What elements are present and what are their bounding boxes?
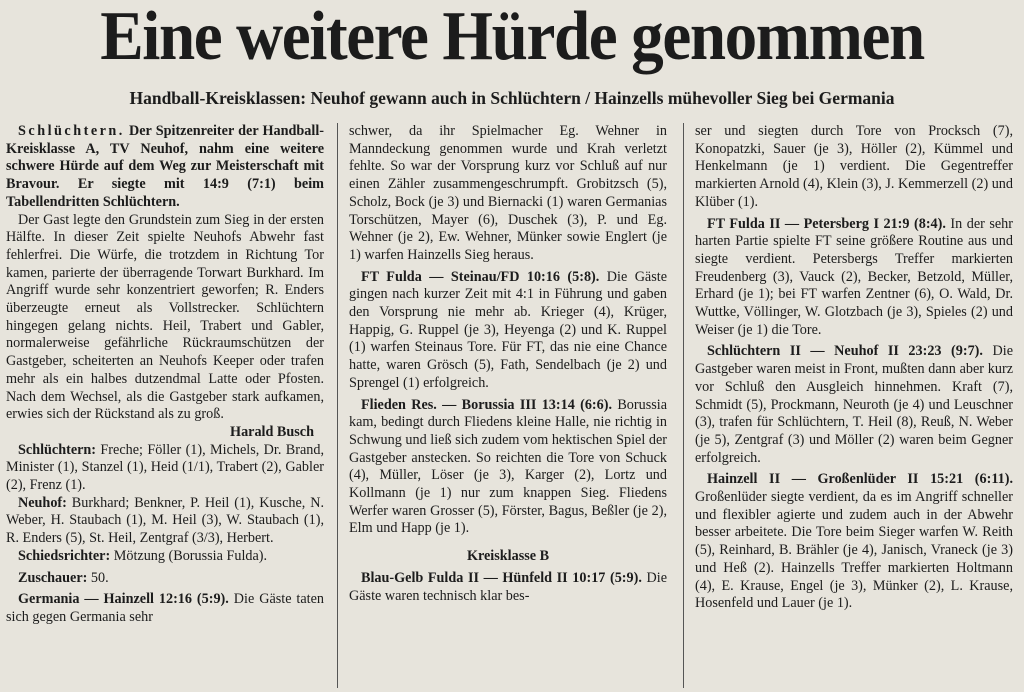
column-divider [683, 123, 684, 688]
body-paragraph: Der Gast legte den Grundstein zum Sieg in der ersten Hälfte. In dieser Zeit spielte Neuhofs Abwehr fast fehlerfrei. Die Würfe, die trotzdem in Richtung Tor kamen, parierte der überragende Torwart Burkhard. Im Angriff wurde sehr konzentriert geworfen; R. Enders überzeugte erneut als Vollstrecker. Schlüchtern hingegen gelang nichts. Heil, Trabert und Gabler, normalerweise gefährliche Rückraumschützen der Gastgeber, scheiterten an Neuhofs Keeper oder trafen mehr als ein halbes dutzendmal Latte oder Pfosten. Nach dem Wechsel, als die Gastgeber stark aufkamen, erwies sich der Rückstand als zu groß. [6, 211, 324, 423]
lead-text: Der Spitzenreiter der Handball-Kreisklasse A, TV Neuhof, nahm eine weitere schwere Hürde auf dem Weg zur Meisterschaft mit Bravour. Er siegte mit 14:9 (7:1) beim Tabellendritten Schlüchtern. [6, 123, 324, 210]
match-title: Schlüchtern II — Neuhof II 23:23 (9:7). [707, 343, 983, 360]
section-heading: Kreisklasse B [466, 548, 550, 565]
spectators-paragraph [6, 570, 324, 588]
match-text: Großenlüder siegte verdient, da es im Angriff schneller und flexibler agierte und zudem auch in der Abwehr besser arbeitete. Die Tore beim Sieger warfen W. Reith (5), Reinhard, B. Brähler (je 4), Janisch, Vraneck (je 3) und Heß (2). Hainzells Treffer markierten Holtmann (4), E. Krause, Engel (je 3), Münker (2), L. Krause, Hosenfeld und Lauer (je 1). [695, 489, 1013, 612]
column-divider [337, 123, 338, 688]
lineup-paragraph [6, 495, 324, 548]
match-title: Hainzell II — Großenlüder II 15:21 (6:11). [707, 471, 1013, 488]
match-text: Die Gäste taten sich gegen Germania sehr [6, 591, 325, 625]
team-label: Neuhof: [18, 494, 67, 511]
article-column-3 [695, 123, 1013, 613]
referee-paragraph [6, 548, 324, 566]
match-report [695, 343, 1013, 467]
match-title: Flieden Res. — Borussia III 13:14 (6:6). [361, 396, 613, 413]
team-lineup: Freche; Föller (1), Michels, Dr. Brand, Minister (1), Stanzel (1), Heid (1/1), Trabert (2), Gabler (2), Frenz (1). [6, 441, 324, 494]
lead-paragraph [6, 123, 324, 212]
match-title: Germania — Hainzell 12:16 (5:9). [18, 591, 229, 608]
match-text: Die Gäste waren technisch klar bes- [349, 569, 667, 604]
body-paragraph: ser und siegten durch Tore von Procksch (7), Konopatzki, Sauer (je 3), Höller (2), Kümmel und Henkelmann (je 1) verdient. Die Gegentreffer markierten Arnold (4), Klein (3), J. Kemmerzell (2) und Klüber (1). [695, 123, 1013, 210]
lineup-paragraph [6, 442, 324, 495]
referee-label: Schiedsrichter: [18, 547, 111, 564]
spectators-label: Zuschauer: [18, 569, 88, 586]
dateline: Schlüchtern. [18, 123, 125, 139]
referee-name: Mötzung (Borussia Fulda). [110, 547, 268, 564]
article-column-2 [349, 123, 667, 605]
author-signature: Harald Busch [230, 423, 314, 440]
match-title: FT Fulda — Steinau/FD 10:16 (5:8). [361, 268, 600, 285]
match-report [349, 570, 667, 605]
match-text: Borussia kam, bedingt durch Fliedens kleine Halle, nie richtig in Schwung und ließ sich zudem vom hektischen Spiel der Gastgeber anstecken. So reichten die Tore von Schuck (4), Müller, Löser (je 3), Karger (2), Lortz und Kollmann (je 1) nur zum knappen Sieg. Fliedens Werfer waren Grosser (5), Förster, Bagus, Beßler (je 2), Elm und Happ (je 1). [349, 396, 668, 537]
match-report [6, 591, 324, 626]
match-report [349, 269, 667, 393]
match-report [349, 397, 667, 539]
match-text: Die Gäste gingen nach kurzer Zeit mit 4:1 in Führung und gaben den Vorsprung nie mehr ab. Krieger (4), Krüger, Happig, G. Ruppel (je 3), Heyenga (2) und K. Ruppel (1) warfen Steinaus Tore. Für FT, das nie eine Chance hatte, waren Grösch (5), Fath, Sendelbach (je 2) und Sprengel (1) erfolgreich. [349, 268, 667, 391]
match-title: FT Fulda II — Petersberg I 21:9 (8:4). [707, 215, 946, 232]
team-lineup: Burkhard; Benkner, P. Heil (1), Kusche, N. Weber, H. Staubach (1), M. Heil (3), W. Staubach (1), R. Enders (5), St. Heil, Zentgraf (3/3), Herbert. [6, 494, 324, 547]
spectators-count: 50. [87, 569, 109, 586]
body-paragraph: schwer, da ihr Spielmacher Eg. Wehner in Manndeckung genommen wurde und Krah verletzt fehlte. So war der Vorsprung kurz vor Schluß auf nur einen Zähler zusammengeschrumpft. Grobitzsch (5), Scholz, Bock (je 3) und Biernacki (1) waren Germanias Torschützen, Mayer (6), Duschek (3), P. und Eg. Wehner (je 2), Ew. Wehner, Münker sowie Englert (je 1) warfen Hainzells Sieg heraus. [349, 123, 667, 263]
subheadline: Handball-Kreisklassen: Neuhof gewann auch in Schlüchtern / Hainzells mühevoller Sieg bei Germania [129, 88, 895, 108]
match-text: Die Gastgeber waren meist in Front, mußten dann aber kurz vor Schluß den Ausgleich hinnehmen. Kraft (7), Schmidt (5), Prockmann, Neuroth (je 4) und Leuschner (3), trafen für Schlüchtern, T. Heil (8), Reuß, N. Weber (je 5), Zentgraf (3) und Möller (2) waren beim Gegner erfolgreich. [695, 343, 1013, 466]
match-report [695, 471, 1013, 613]
headline: Eine weitere Hürde genommen [100, 0, 924, 75]
match-title: Blau-Gelb Fulda II — Hünfeld II 10:17 (5:9). [361, 569, 642, 586]
match-text: In der sehr harten Partie spielte FT seine größere Routine aus und siegte verdient. Petersbergs Treffer markierten Freudenberg (3), Vauck (2), Becker, Betzold, Müller, Erhard (je 1); bei FT warfen Zentner (6), O. Wald, Dr. Wuttke, Völlinger, W. Glotzbach (je 3), Spieles (2) und Weiser (je 1) die Tore. [695, 215, 1013, 338]
article-column-1 [6, 123, 324, 627]
match-report [695, 216, 1013, 340]
team-label: Schlüchtern: [18, 441, 97, 458]
